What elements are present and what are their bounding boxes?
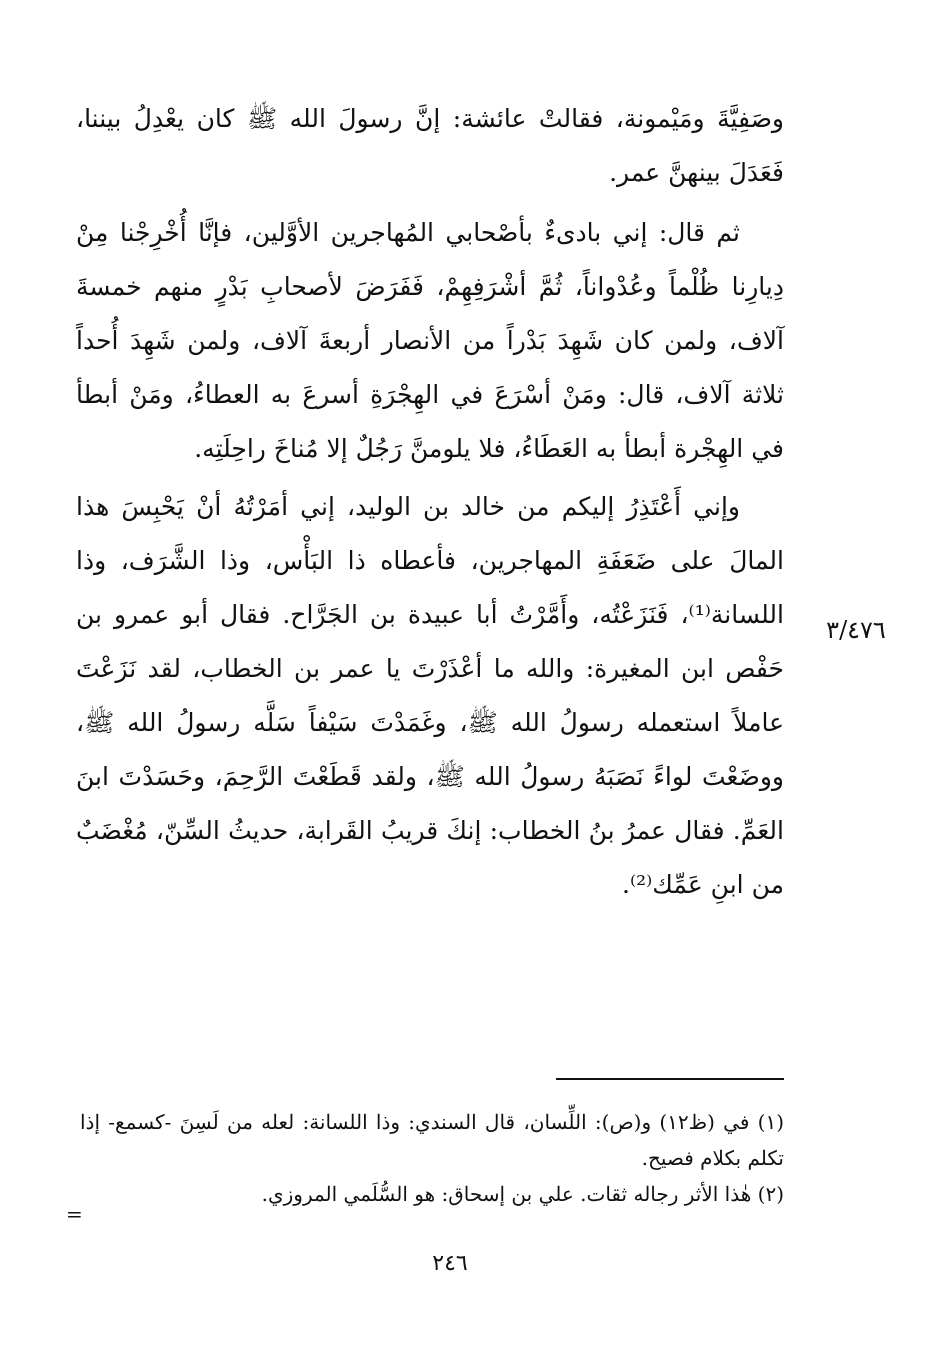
footnote-2: (٢) هٰذا الأثر رجاله ثقات. علي بن إسحاق: هو السُّلَمي المروزي. xyxy=(261,1182,784,1206)
paragraph-2: ثم قال: إني بادىءٌ بأصْحابي المُهاجرين الأوَّلين، فإنَّا أُخْرِجْنا مِنْ دِيارِنا ظُلْماً وعُدْواناً، ثُمَّ أشْرَفِهِمْ، فَفَرَضَ لأصحابِ بَدْرٍ منهم خمسةَ آلاف، ولمن كان شَهِدَ بَدْراً من الأنصار أربعةَ آلاف، ولمن شَهِدَ أُحداً ثلاثة آلاف، قال: ومَنْ أسْرَعَ في الهِجْرَةِ أسرعَ به العطاءُ، ومَنْ أبطأ في الهِجْرة أبطأ به العَطَاءُ، فلا يلومنَّ رَجُلٌ إلا مُناخَ راحِلَتِه. xyxy=(76,218,784,463)
paragraph-3: وإني أَعْتَذِرُ إليكم من خالد بن الوليد، إني أمَرْتُهُ أنْ يَحْبِسَ هذا المالَ على ضَعَفَةِ المهاجرين، فأعطاه ذا البَأْس، وذا الشَّرَف، وذا اللسانة⁽¹⁾، فَنَزَعْتُه، وأَمَّرْتُ أبا عبيدة بن الجَرَّاح. فقال أبو عمرو بن حَفْص ابن المغيرة: والله ما أعْذَرْتَ يا عمر بن الخطاب، لقد نَزَعْتَ عاملاً استعمله رسولُ الله ﷺ، وغَمَدْتَ سَيْفاً سَلَّه رسولُ الله ﷺ، ووضَعْتَ لواءً نَصَبَهُ رسولُ الله ﷺ، ولقد قَطَعْتَ الرَّحِمَ، وحَسَدْتَ ابنَ العَمِّ. فقال عمرُ بنُ الخطاب: إنكَ قريبُ القَرابة، حديثُ السِّنّ، مُغْضَبٌ من ابنِ عَمِّك⁽²⁾. xyxy=(76,492,784,899)
page-number: ٢٤٦ xyxy=(432,1251,468,1276)
paragraph-1: وصَفِيَّةَ ومَيْمونة، فقالتْ عائشة: إنَّ رسولَ الله ﷺ كان يعْدِلُ بيننا، فَعَدَلَ بينهنَّ عمر. xyxy=(76,104,784,187)
footnotes xyxy=(80,1104,784,1212)
footnote-separator xyxy=(556,1078,784,1080)
footnote-1: (١) في (ظ١٢) و(ص): اللِّسان، قال السندي: وذا اللسانة: لعله من لَسِنَ -كسمع- إذا تكلم بكلام فصيح. xyxy=(80,1110,785,1170)
footnote-continuation-mark: = xyxy=(66,1202,83,1226)
margin-volume-page-reference: ٣/٤٧٦ xyxy=(826,616,886,644)
main-text xyxy=(76,92,784,912)
